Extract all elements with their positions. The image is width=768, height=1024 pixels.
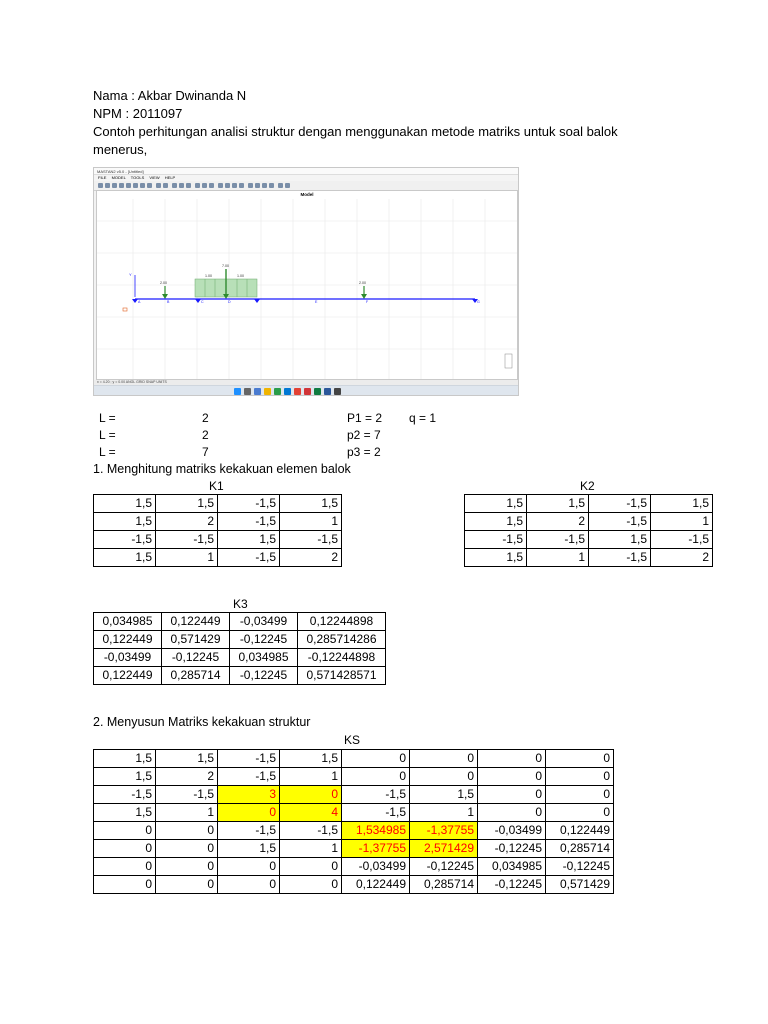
table-cell: 1 bbox=[280, 768, 342, 786]
toolbar-icon bbox=[225, 183, 230, 188]
table-cell: 0 bbox=[156, 822, 218, 840]
table-cell: 1 bbox=[280, 513, 342, 531]
app-icon bbox=[254, 388, 261, 395]
table-cell: 0,122449 bbox=[162, 613, 230, 631]
menu-item: HELP bbox=[164, 175, 176, 180]
toolbar-icon bbox=[255, 183, 260, 188]
table-cell: -0,12245 bbox=[230, 667, 298, 685]
software-screenshot bbox=[93, 167, 519, 396]
ks-matrix bbox=[93, 749, 614, 894]
toolbar-icon bbox=[195, 183, 200, 188]
table-cell: 0,034985 bbox=[230, 649, 298, 667]
table-cell: 1,5 bbox=[280, 750, 342, 768]
table-row bbox=[94, 786, 614, 804]
table-cell: -1,5 bbox=[465, 531, 527, 549]
table-cell: 1,5 bbox=[94, 549, 156, 567]
table-cell: -0,03499 bbox=[342, 858, 410, 876]
toolbar-icon bbox=[278, 183, 283, 188]
highlighted-cell: 0 bbox=[280, 786, 342, 804]
step-1-heading: 1. Menghitung matriks kekakuan elemen balok bbox=[93, 462, 351, 476]
table-cell: 0,122449 bbox=[94, 667, 162, 685]
toolbar-icon bbox=[156, 183, 161, 188]
table-row bbox=[94, 549, 342, 567]
table-row bbox=[94, 858, 614, 876]
app-icon bbox=[334, 388, 341, 395]
param-label: L = bbox=[99, 411, 116, 425]
table-cell: 0 bbox=[218, 876, 280, 894]
table-cell: -1,5 bbox=[218, 513, 280, 531]
table-cell: 1 bbox=[651, 513, 713, 531]
menu-item: VIEW bbox=[149, 175, 160, 180]
node-label: A bbox=[138, 300, 141, 304]
table-cell: 0 bbox=[410, 768, 478, 786]
app-icon bbox=[274, 388, 281, 395]
table-cell: -1,5 bbox=[218, 495, 280, 513]
table-cell: 1,5 bbox=[156, 750, 218, 768]
node-label: F bbox=[366, 300, 369, 304]
table-cell: 2 bbox=[280, 549, 342, 567]
table-row bbox=[94, 531, 342, 549]
word-icon bbox=[324, 388, 331, 395]
toolbar-icon bbox=[126, 183, 131, 188]
table-cell: 0 bbox=[342, 768, 410, 786]
table-cell: 0,571429 bbox=[162, 631, 230, 649]
table-row bbox=[94, 495, 342, 513]
load-label: 1.00 bbox=[237, 274, 244, 278]
npm-line: NPM : 2011097 bbox=[93, 106, 183, 121]
table-row bbox=[465, 549, 713, 567]
table-cell: -1,5 bbox=[218, 549, 280, 567]
node-label: G bbox=[477, 300, 480, 304]
table-cell: 1,5 bbox=[465, 549, 527, 567]
table-cell: 0,034985 bbox=[478, 858, 546, 876]
toolbar-icon bbox=[147, 183, 152, 188]
highlighted-cell: 4 bbox=[280, 804, 342, 822]
table-row bbox=[94, 667, 386, 685]
table-cell: 2 bbox=[527, 513, 589, 531]
table-cell: -1,5 bbox=[218, 768, 280, 786]
excel-icon bbox=[314, 388, 321, 395]
toolbar-icon bbox=[218, 183, 223, 188]
table-cell: -0,03499 bbox=[230, 613, 298, 631]
table-cell: 0 bbox=[156, 840, 218, 858]
svg-text:Y: Y bbox=[129, 272, 132, 277]
table-cell: 0 bbox=[478, 768, 546, 786]
param-row bbox=[99, 444, 519, 461]
table-cell: 0 bbox=[94, 876, 156, 894]
ks-title: KS bbox=[344, 733, 361, 747]
k3-matrix bbox=[93, 612, 386, 685]
table-row bbox=[94, 822, 614, 840]
table-cell: 1,5 bbox=[589, 531, 651, 549]
table-cell: 0 bbox=[478, 786, 546, 804]
toolbar-icon bbox=[140, 183, 145, 188]
table-cell: 1,5 bbox=[156, 495, 218, 513]
toolbar-icon bbox=[285, 183, 290, 188]
table-cell: -1,5 bbox=[651, 531, 713, 549]
table-cell: 1 bbox=[527, 549, 589, 567]
table-row bbox=[465, 513, 713, 531]
highlighted-cell: -1,37755 bbox=[410, 822, 478, 840]
toolbar-icon bbox=[105, 183, 110, 188]
parameters bbox=[99, 410, 519, 461]
table-cell: -0,12245 bbox=[546, 858, 614, 876]
table-row bbox=[94, 750, 614, 768]
folder-icon bbox=[264, 388, 271, 395]
table-cell: 0 bbox=[94, 822, 156, 840]
param-load: p2 = 7 bbox=[347, 428, 381, 442]
table-cell: 0 bbox=[546, 750, 614, 768]
toolbar-icon bbox=[186, 183, 191, 188]
model-canvas bbox=[96, 190, 518, 380]
table-cell: 0 bbox=[280, 876, 342, 894]
toolbar-icon bbox=[248, 183, 253, 188]
table-cell: 0,285714 bbox=[162, 667, 230, 685]
table-cell: 0 bbox=[410, 750, 478, 768]
toolbar-icon bbox=[202, 183, 207, 188]
table-cell: -1,5 bbox=[527, 531, 589, 549]
table-cell: 0,122449 bbox=[94, 631, 162, 649]
table-cell: 1 bbox=[410, 804, 478, 822]
toolbar-icon bbox=[232, 183, 237, 188]
view-cube-icon bbox=[505, 354, 512, 368]
table-cell: 0,122449 bbox=[546, 822, 614, 840]
table-cell: -0,03499 bbox=[478, 822, 546, 840]
k2-matrix bbox=[464, 494, 713, 567]
highlighted-cell: 1,534985 bbox=[342, 822, 410, 840]
table-cell: -0,03499 bbox=[94, 649, 162, 667]
table-cell: 1,5 bbox=[94, 513, 156, 531]
table-cell: 0 bbox=[218, 858, 280, 876]
table-cell: 2 bbox=[156, 768, 218, 786]
toolbar-icon bbox=[163, 183, 168, 188]
toolbar-icon bbox=[133, 183, 138, 188]
table-cell: -1,5 bbox=[156, 531, 218, 549]
table-cell: -0,12245 bbox=[162, 649, 230, 667]
table-cell: -1,5 bbox=[156, 786, 218, 804]
table-cell: 0 bbox=[478, 804, 546, 822]
table-cell: -1,5 bbox=[589, 495, 651, 513]
table-cell: -0,12245 bbox=[478, 840, 546, 858]
k1-matrix bbox=[93, 494, 342, 567]
table-cell: 1 bbox=[280, 840, 342, 858]
table-row bbox=[94, 613, 386, 631]
table-cell: 0 bbox=[546, 804, 614, 822]
table-row bbox=[465, 495, 713, 513]
toolbar-icon bbox=[262, 183, 267, 188]
table-row bbox=[94, 631, 386, 649]
table-cell: -1,5 bbox=[94, 531, 156, 549]
toolbar-icon bbox=[179, 183, 184, 188]
step-2-heading: 2. Menyusun Matriks kekakuan struktur bbox=[93, 715, 311, 729]
table-cell: 1,5 bbox=[465, 513, 527, 531]
table-cell: -1,5 bbox=[94, 786, 156, 804]
table-cell: 0 bbox=[94, 840, 156, 858]
toolbar-icon bbox=[239, 183, 244, 188]
node-label: E bbox=[315, 300, 318, 304]
table-cell: 0,285714 bbox=[546, 840, 614, 858]
table-cell: 0 bbox=[94, 858, 156, 876]
table-row bbox=[465, 531, 713, 549]
node-label: C bbox=[201, 300, 204, 304]
table-cell: 0 bbox=[546, 768, 614, 786]
table-cell: 2 bbox=[156, 513, 218, 531]
table-cell: -1,5 bbox=[280, 531, 342, 549]
param-row bbox=[99, 427, 519, 444]
node-label: D bbox=[228, 300, 231, 304]
table-row bbox=[94, 804, 614, 822]
table-cell: -1,5 bbox=[342, 804, 410, 822]
table-cell: 1,5 bbox=[94, 750, 156, 768]
table-cell: 0,12244898 bbox=[298, 613, 386, 631]
table-cell: -0,12245 bbox=[410, 858, 478, 876]
toolbar-icon bbox=[112, 183, 117, 188]
load-label: 7.00 bbox=[222, 264, 229, 268]
table-cell: 0 bbox=[342, 750, 410, 768]
table-cell: 1,5 bbox=[527, 495, 589, 513]
table-cell: -1,5 bbox=[342, 786, 410, 804]
toolbar-icon bbox=[269, 183, 274, 188]
app-icon bbox=[304, 388, 311, 395]
table-cell: 1,5 bbox=[280, 495, 342, 513]
table-row bbox=[94, 513, 342, 531]
table-cell: 0,285714 bbox=[410, 876, 478, 894]
table-cell: 1,5 bbox=[94, 804, 156, 822]
table-cell: -0,12245 bbox=[230, 631, 298, 649]
start-icon bbox=[234, 388, 241, 395]
table-cell: -1,5 bbox=[218, 822, 280, 840]
load-label: 2.00 bbox=[160, 281, 167, 285]
name-line: Nama : Akbar Dwinanda N bbox=[93, 88, 247, 103]
table-cell: -1,5 bbox=[280, 822, 342, 840]
param-row bbox=[99, 410, 519, 427]
param-label: L = bbox=[99, 428, 116, 442]
param-value: 2 bbox=[202, 428, 209, 442]
param-load: P1 = 2 bbox=[347, 411, 383, 425]
param-q: q = 1 bbox=[409, 411, 437, 425]
table-cell: 0 bbox=[280, 858, 342, 876]
table-cell: -1,5 bbox=[218, 750, 280, 768]
table-cell: -0,12244898 bbox=[298, 649, 386, 667]
search-icon bbox=[244, 388, 251, 395]
table-cell: 2 bbox=[651, 549, 713, 567]
table-cell: 1,5 bbox=[465, 495, 527, 513]
load-label: 2.00 bbox=[359, 281, 366, 285]
table-cell: -1,5 bbox=[589, 549, 651, 567]
param-value: 7 bbox=[202, 445, 209, 459]
highlighted-cell: 3 bbox=[218, 786, 280, 804]
param-load: p3 = 2 bbox=[347, 445, 381, 459]
menu-item: FILE bbox=[98, 175, 107, 180]
table-cell: 0,285714286 bbox=[298, 631, 386, 649]
status-bar: x = 4.20 ; y = 0.00 ANGL GRID SNAP UNITS bbox=[94, 380, 518, 385]
table-cell: 0 bbox=[156, 876, 218, 894]
toolbar-icon bbox=[119, 183, 124, 188]
k1-title: K1 bbox=[209, 479, 224, 493]
table-cell: 1,5 bbox=[94, 768, 156, 786]
table-cell: 0 bbox=[156, 858, 218, 876]
table-row bbox=[94, 768, 614, 786]
browser-icon bbox=[284, 388, 291, 395]
table-cell: 0,571429 bbox=[546, 876, 614, 894]
table-row bbox=[94, 876, 614, 894]
description-line-2: menerus, bbox=[93, 142, 148, 157]
table-cell: 0,034985 bbox=[94, 613, 162, 631]
toolbar-icon bbox=[172, 183, 177, 188]
table-cell: 0,571428571 bbox=[298, 667, 386, 685]
description-line-1: Contoh perhitungan analisi struktur dengan menggunakan metode matriks untuk soal balok bbox=[93, 124, 618, 139]
toolbar-icon bbox=[98, 183, 103, 188]
k2-title: K2 bbox=[580, 479, 595, 493]
node-label: B bbox=[167, 300, 170, 304]
table-cell: 0 bbox=[478, 750, 546, 768]
highlighted-cell: -1,37755 bbox=[342, 840, 410, 858]
table-row bbox=[94, 840, 614, 858]
table-cell: 1 bbox=[156, 804, 218, 822]
table-cell: 1,5 bbox=[218, 840, 280, 858]
windows-taskbar bbox=[94, 385, 518, 396]
table-cell: -1,5 bbox=[589, 513, 651, 531]
load-label: 1.00 bbox=[205, 274, 212, 278]
table-cell: 1,5 bbox=[651, 495, 713, 513]
menu-item: TOOLS bbox=[130, 175, 145, 180]
app-icon bbox=[294, 388, 301, 395]
table-cell: 1,5 bbox=[218, 531, 280, 549]
param-label: L = bbox=[99, 445, 116, 459]
table-cell: 1,5 bbox=[94, 495, 156, 513]
table-cell: -0,12245 bbox=[478, 876, 546, 894]
highlighted-cell: 0 bbox=[218, 804, 280, 822]
table-cell: 0,122449 bbox=[342, 876, 410, 894]
table-row bbox=[94, 649, 386, 667]
table-cell: 1,5 bbox=[410, 786, 478, 804]
param-value: 2 bbox=[202, 411, 209, 425]
table-cell: 0 bbox=[546, 786, 614, 804]
beam-model-drawing bbox=[97, 191, 517, 379]
table-cell: 1 bbox=[156, 549, 218, 567]
canvas-title: Model bbox=[300, 192, 314, 197]
k3-title: K3 bbox=[233, 597, 248, 611]
highlighted-cell: 2,571429 bbox=[410, 840, 478, 858]
menu-item: MODEL bbox=[111, 175, 126, 180]
window-title: MASTAN2 v5.0 - [Untitled] bbox=[94, 168, 518, 175]
toolbar-icon bbox=[209, 183, 214, 188]
